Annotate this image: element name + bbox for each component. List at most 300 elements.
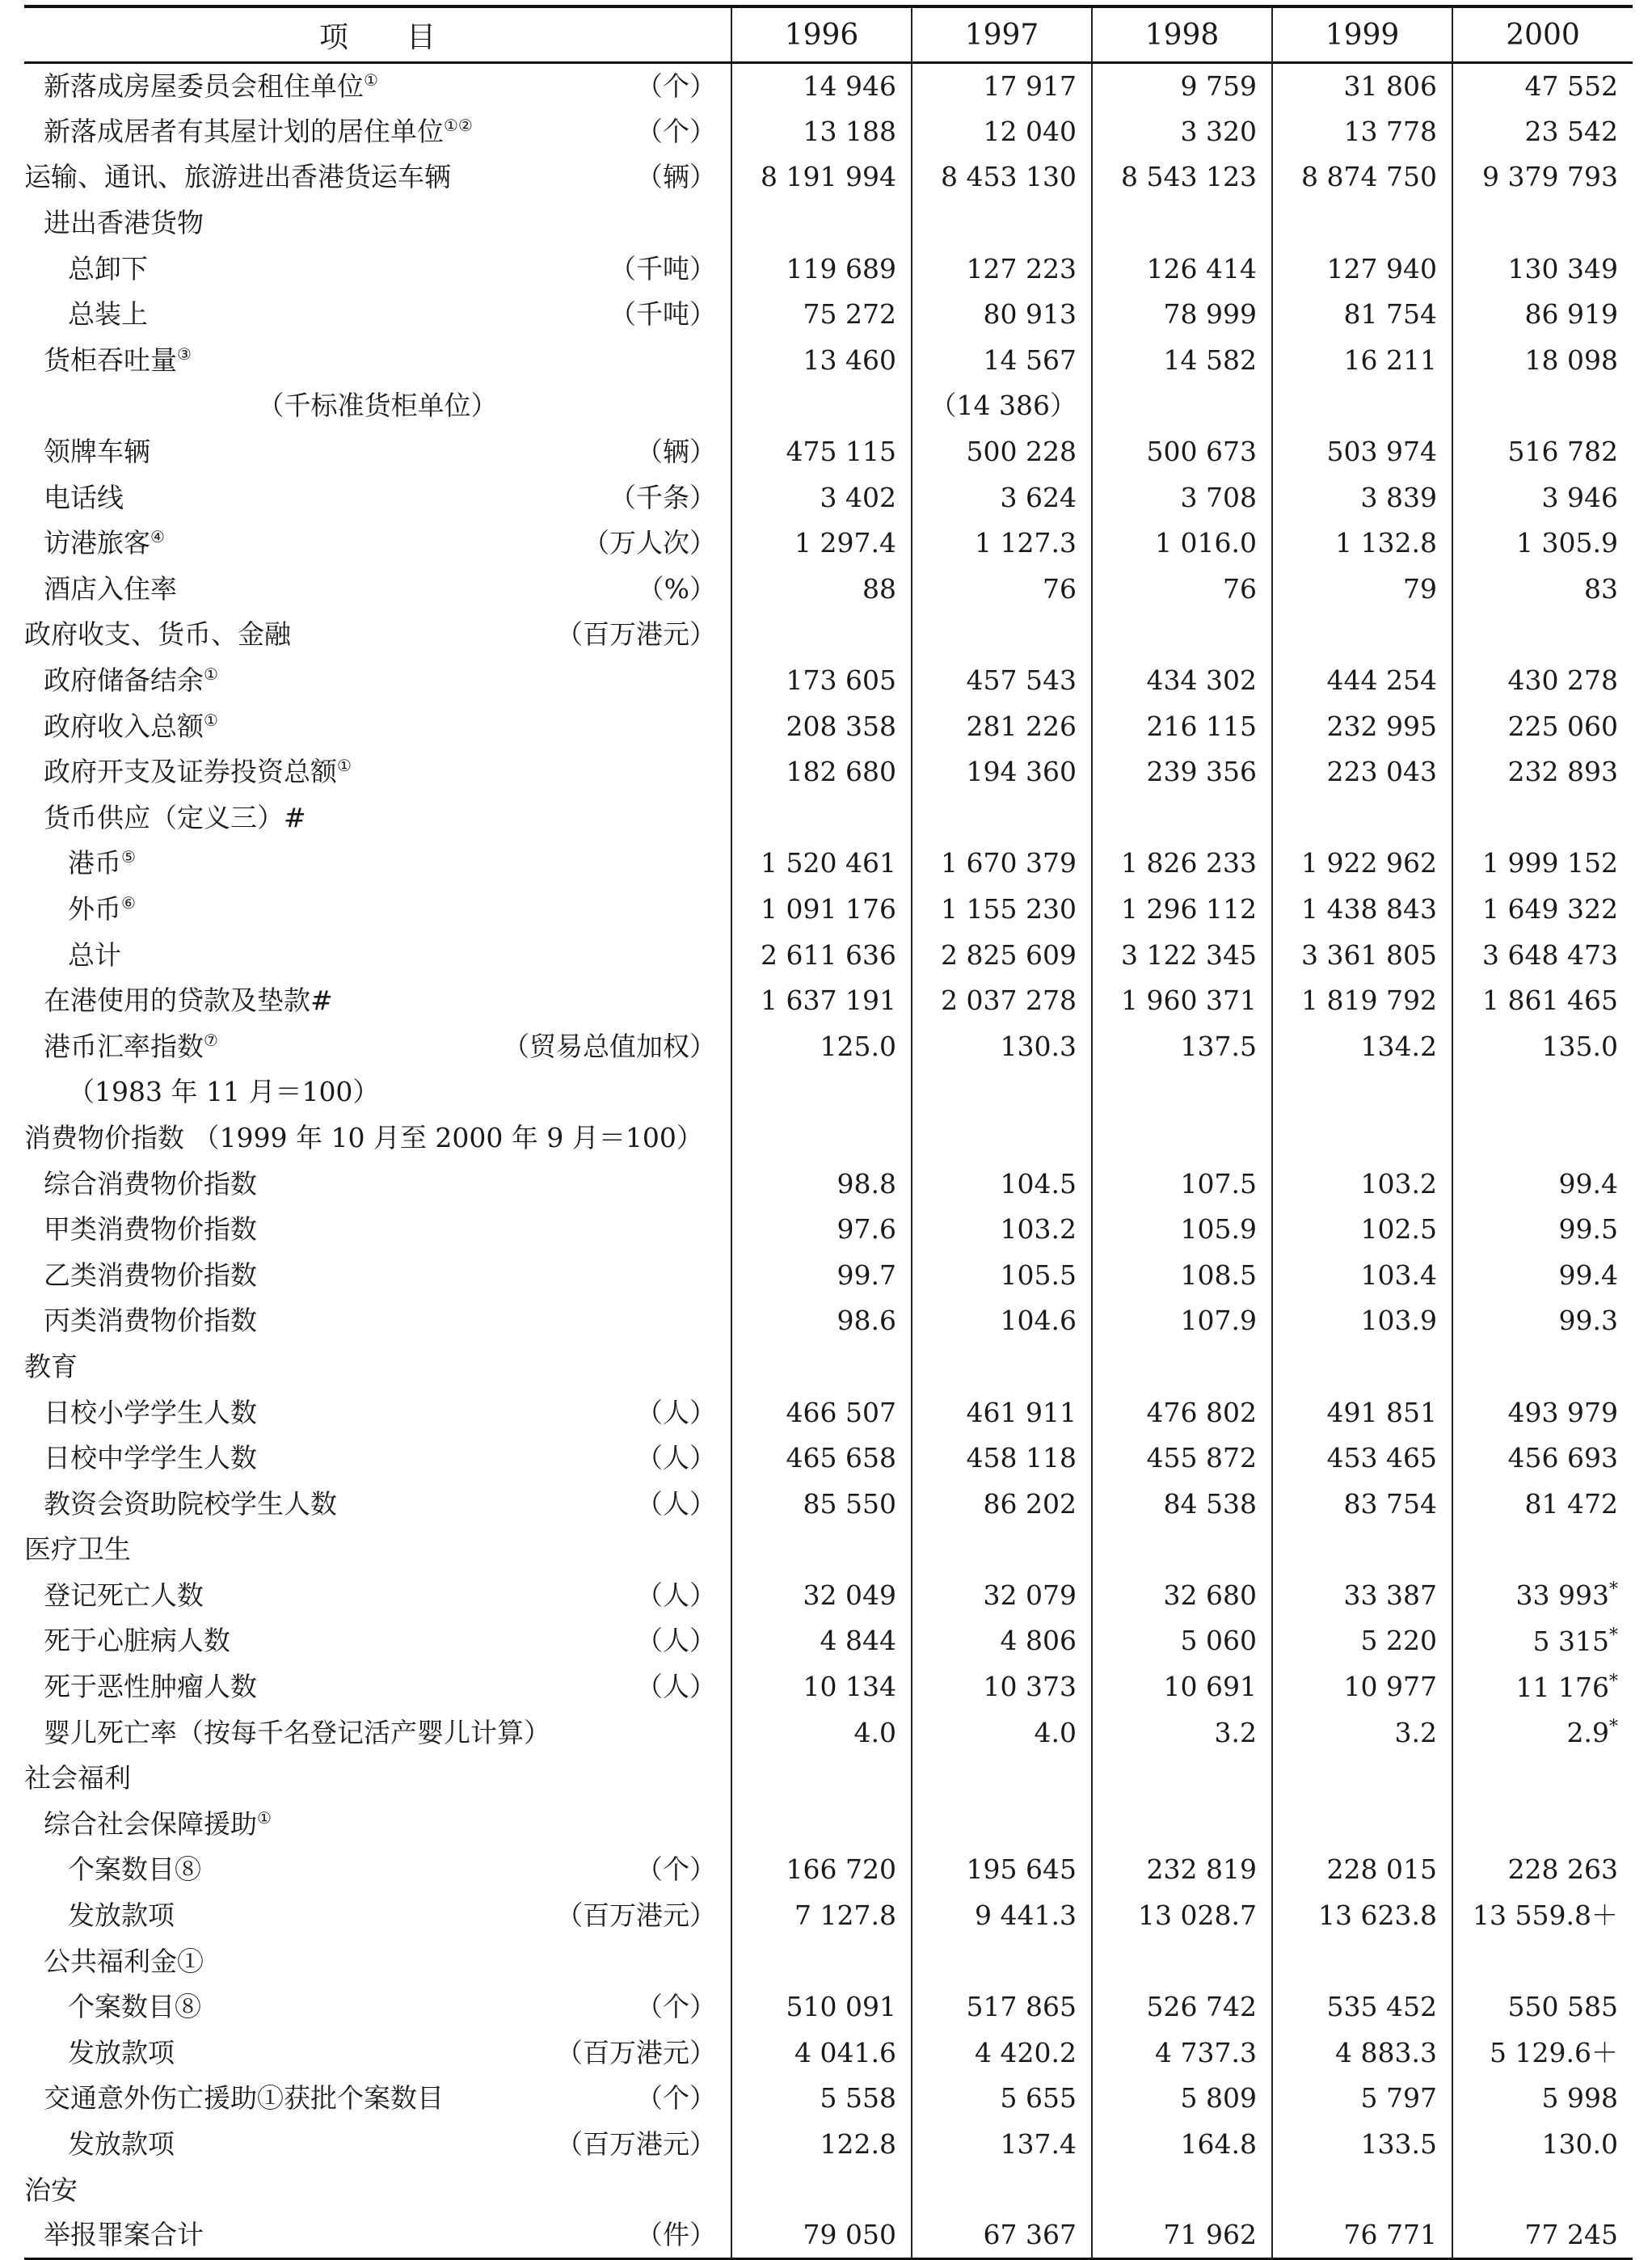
- value-text: 99.3: [1558, 1305, 1618, 1337]
- row-label: [24, 1121, 731, 1153]
- value-cell-1999: [1272, 63, 1452, 109]
- provisional-mark: *: [1609, 1579, 1618, 1600]
- row-label-cell: [24, 1938, 731, 1984]
- value-text: 99.5: [1558, 1213, 1618, 1246]
- row-label-text: [24, 1853, 201, 1886]
- value-cell-2000: [1452, 291, 1633, 337]
- value-text: 500 673: [1146, 436, 1257, 468]
- value-cell-1997: [912, 977, 1092, 1023]
- row-unit: （百万港元）: [556, 1899, 716, 1932]
- value-cell-1998: [1092, 1618, 1272, 1664]
- row-label-cell: [24, 1115, 731, 1161]
- value-cell-1997: [912, 337, 1092, 383]
- row-label-text: [24, 1350, 78, 1382]
- value-cell-1999: [1272, 2076, 1452, 2122]
- value-cell-1998: [1092, 1206, 1272, 1252]
- row-unit: （人）: [636, 1625, 716, 1657]
- value-cell-1997: [912, 795, 1092, 841]
- value-cell-1996: [731, 1206, 912, 1252]
- table-header: [24, 6, 1633, 63]
- value-cell-2000: [1452, 795, 1633, 841]
- row-label-cell: [24, 474, 731, 521]
- value-text: 104.6: [1000, 1305, 1077, 1337]
- row-unit: （辆）: [636, 436, 716, 468]
- value-text: 216 115: [1146, 710, 1257, 742]
- table-row: [24, 566, 1633, 612]
- value-text: 33 387: [1343, 1579, 1437, 1611]
- value-cell-1996: [731, 1298, 912, 1344]
- value-cell-1996: [731, 1755, 912, 1801]
- value-text: 127 940: [1326, 252, 1437, 285]
- value-cell-1997: [912, 1755, 1092, 1801]
- value-cell-1998: [1092, 1984, 1272, 2030]
- value-text: 1 922 962: [1301, 847, 1437, 879]
- value-cell-1997: [912, 1389, 1092, 1436]
- value-cell-1996: [731, 520, 912, 566]
- value-cell-1999: [1272, 1527, 1452, 1573]
- row-label-name: 个案数目⑧: [68, 1991, 201, 2023]
- row-unit: （千条）: [609, 481, 716, 513]
- value-text: 516 782: [1507, 436, 1618, 468]
- value-cell-1996: [731, 337, 912, 383]
- value-text: 75 272: [803, 298, 896, 331]
- header-year: 1999: [1272, 6, 1452, 63]
- value-cell-1999: [1272, 108, 1452, 154]
- value-text: 125.0: [820, 1030, 896, 1062]
- row-label-text: [24, 436, 150, 468]
- row-label-text: [24, 801, 306, 833]
- row-label: [24, 985, 731, 1017]
- table-row: [24, 748, 1633, 795]
- value-text: 10 134: [803, 1671, 896, 1703]
- value-text: 510 091: [786, 1991, 896, 2023]
- value-cell-1996: [731, 566, 912, 612]
- row-label: [24, 1671, 731, 1703]
- value-text: 4.0: [1034, 1716, 1077, 1748]
- row-label: [24, 618, 731, 651]
- row-label-cell: [24, 1389, 731, 1436]
- value-text: 135.0: [1541, 1030, 1618, 1062]
- value-cell-1999: [1272, 1847, 1452, 1893]
- row-label-name: 教育: [24, 1350, 78, 1382]
- value-text: 1 999 152: [1482, 847, 1618, 879]
- value-text: 8 453 130: [941, 161, 1077, 193]
- value-text: 5 558: [820, 2082, 896, 2115]
- value-text: 228 263: [1507, 1853, 1618, 1886]
- value-text: 444 254: [1326, 664, 1437, 697]
- row-label-name: 综合社会保障援助: [44, 1807, 257, 1840]
- table-row: [24, 1023, 1633, 1069]
- row-label-cell: [24, 337, 731, 383]
- value-cell-1998: [1092, 2212, 1272, 2258]
- value-text: 102.5: [1360, 1213, 1437, 1246]
- table-row: [24, 1115, 1633, 1161]
- value-cell-1999: [1272, 383, 1452, 429]
- value-text: 8 191 994: [761, 161, 896, 193]
- row-label-cell: [24, 1206, 731, 1252]
- value-text: 12 040: [983, 115, 1077, 147]
- value-cell-1998: [1092, 1481, 1272, 1527]
- value-text: 461 911: [966, 1396, 1077, 1428]
- value-cell-1997: [912, 1298, 1092, 1344]
- value-cell-2000: [1452, 1252, 1633, 1298]
- row-label-text: [24, 1991, 201, 2023]
- value-cell-2000: [1452, 1435, 1633, 1481]
- value-text: 1 155 230: [941, 892, 1077, 925]
- row-label-text: [24, 2174, 78, 2206]
- value-text: 137.4: [1000, 2128, 1077, 2161]
- value-cell-2000: [1452, 657, 1633, 703]
- value-cell-1996: [731, 108, 912, 154]
- value-text: 5 129.6＋: [1490, 2036, 1618, 2068]
- row-label-text: [24, 1533, 131, 1566]
- row-label: [24, 1625, 731, 1657]
- value-text: 3 122 345: [1121, 938, 1257, 971]
- row-label: [24, 801, 731, 833]
- row-label-name: 治安: [24, 2174, 78, 2206]
- value-text: 14 946: [803, 70, 896, 103]
- value-cell-1998: [1092, 1801, 1272, 1847]
- row-label-text: [24, 252, 148, 285]
- row-label-cell: [24, 1984, 731, 2030]
- footnote-marker: ①: [337, 756, 352, 776]
- value-text: 5 060: [1180, 1625, 1257, 1657]
- row-label-text: [24, 985, 333, 1017]
- row-label-name: 政府收入总额: [44, 710, 204, 742]
- row-label-cell: [24, 1801, 731, 1847]
- row-label-name: 港币汇率指数: [44, 1030, 204, 1062]
- row-label-cell: [24, 841, 731, 887]
- value-text: 13 623.8: [1318, 1899, 1437, 1932]
- value-text: 465 658: [786, 1442, 896, 1474]
- row-label-cell: [24, 657, 731, 703]
- value-text: 83: [1584, 572, 1618, 605]
- value-text: 10 373: [983, 1671, 1077, 1703]
- value-text: 79 050: [803, 2219, 896, 2251]
- value-text: 1 132.8: [1335, 527, 1437, 559]
- row-label-name: 总卸下: [68, 252, 148, 285]
- value-cell-1998: [1092, 2030, 1272, 2076]
- value-text: 3.2: [1214, 1716, 1257, 1748]
- value-cell-1996: [731, 1069, 912, 1115]
- value-cell-1996: [731, 246, 912, 292]
- row-unit: （%）: [637, 572, 716, 605]
- value-text: 491 851: [1326, 1396, 1437, 1428]
- value-cell-1996: [731, 841, 912, 887]
- header-year: 1998: [1092, 6, 1272, 63]
- row-label-name: 甲类消费物价指数: [44, 1213, 257, 1246]
- table-row: [24, 932, 1633, 978]
- row-label-text: [24, 527, 165, 559]
- value-text: 14 567: [983, 344, 1077, 376]
- value-cell-1998: [1092, 1710, 1272, 1756]
- value-cell-2000: [1452, 383, 1633, 429]
- value-cell-1998: [1092, 291, 1272, 337]
- value-cell-1997: [912, 474, 1092, 521]
- row-label-text: [24, 115, 473, 147]
- footnote-marker: ①②: [444, 115, 473, 135]
- value-cell-1998: [1092, 1069, 1272, 1115]
- value-text: 3 839: [1360, 481, 1437, 513]
- table-row: [24, 2121, 1633, 2167]
- value-cell-1999: [1272, 1801, 1452, 1847]
- value-text: 1 520 461: [761, 847, 896, 879]
- value-cell-1996: [731, 1343, 912, 1389]
- value-cell-1997: [912, 748, 1092, 795]
- value-cell-1997: [912, 520, 1092, 566]
- row-label-cell: [24, 1755, 731, 1801]
- value-text: 9 441.3: [975, 1899, 1077, 1932]
- value-text: 81 754: [1343, 298, 1437, 331]
- statistics-table: [24, 5, 1633, 2260]
- table-row: [24, 2212, 1633, 2258]
- row-unit: （人）: [636, 1487, 716, 1520]
- value-cell-2000: [1452, 1938, 1633, 1984]
- row-label-cell: [24, 291, 731, 337]
- row-label-text: [24, 892, 136, 925]
- value-text: 10 691: [1163, 1671, 1257, 1703]
- value-text: 31 806: [1343, 70, 1437, 103]
- row-label-cell: [24, 383, 731, 429]
- footnote-marker: ⑥: [121, 892, 136, 913]
- value-cell-1996: [731, 428, 912, 474]
- row-label-text: [24, 1396, 257, 1428]
- row-label-text: [24, 161, 451, 193]
- row-label-cell: [24, 108, 731, 154]
- row-label-text: [24, 2219, 204, 2251]
- row-label-cell: [24, 246, 731, 292]
- value-text: 79: [1403, 572, 1437, 605]
- value-text: 83 754: [1343, 1487, 1437, 1520]
- value-text: 76: [1043, 572, 1077, 605]
- value-text: 535 452: [1326, 1991, 1437, 2023]
- value-text: 476 802: [1146, 1396, 1257, 1428]
- value-cell-2000: [1452, 1847, 1633, 1893]
- value-cell-2000: [1452, 1069, 1633, 1115]
- value-text: 86 202: [983, 1487, 1077, 1520]
- value-text: 8 874 750: [1301, 161, 1437, 193]
- value-cell-2000: [1452, 1481, 1633, 1527]
- row-label-text: [24, 1716, 550, 1748]
- table-row: [24, 474, 1633, 521]
- value-text: 3 402: [820, 481, 896, 513]
- value-cell-1996: [731, 886, 912, 932]
- value-text: 500 228: [966, 436, 1077, 468]
- value-cell-1997: [912, 428, 1092, 474]
- value-cell-2000: [1452, 1663, 1633, 1710]
- value-cell-2000: [1452, 612, 1633, 658]
- row-label-name: 死于恶性肿瘤人数: [44, 1671, 257, 1703]
- value-cell-1999: [1272, 1755, 1452, 1801]
- value-cell-1997: [912, 1710, 1092, 1756]
- value-text: （14 386）: [929, 390, 1077, 422]
- value-cell-1997: [912, 1206, 1092, 1252]
- value-text: 2.9: [1566, 1717, 1609, 1749]
- value-cell-2000: [1452, 703, 1633, 749]
- value-text: 1 819 792: [1301, 985, 1437, 1017]
- table-row: [24, 1938, 1633, 1984]
- value-text: 119 689: [786, 252, 896, 285]
- row-label-name: 领牌车辆: [44, 436, 150, 468]
- value-cell-1996: [731, 1252, 912, 1298]
- row-label-text: [24, 847, 136, 879]
- row-label-text: [24, 2128, 175, 2161]
- value-cell-1998: [1092, 383, 1272, 429]
- value-cell-1998: [1092, 2076, 1272, 2122]
- value-cell-2000: [1452, 1389, 1633, 1436]
- row-label-text: [24, 1076, 380, 1108]
- row-label: [24, 1213, 731, 1246]
- value-text: 47 552: [1524, 70, 1618, 103]
- value-text: 4 737.3: [1155, 2036, 1257, 2068]
- value-text: 107.5: [1180, 1167, 1257, 1200]
- row-label-text: [24, 1807, 272, 1840]
- row-label-name: 总装上: [68, 298, 148, 331]
- value-text: 32 680: [1163, 1579, 1257, 1611]
- value-cell-1997: [912, 1161, 1092, 1207]
- value-cell-1998: [1092, 1023, 1272, 1069]
- value-text: 1 016.0: [1155, 527, 1257, 559]
- row-unit: （个）: [636, 115, 716, 147]
- header-year: 2000: [1452, 6, 1633, 63]
- table-row: [24, 703, 1633, 749]
- value-cell-1999: [1272, 1435, 1452, 1481]
- value-cell-1997: [912, 1938, 1092, 1984]
- row-label-text: [24, 1899, 175, 1932]
- value-cell-2000: [1452, 1023, 1633, 1069]
- value-cell-1999: [1272, 1572, 1452, 1618]
- value-cell-2000: [1452, 886, 1633, 932]
- value-cell-1997: [912, 1023, 1092, 1069]
- row-label-name: 运输、通讯、旅游进出香港货运车辆: [24, 161, 451, 193]
- value-cell-1999: [1272, 1023, 1452, 1069]
- value-cell-1997: [912, 886, 1092, 932]
- value-cell-1998: [1092, 1343, 1272, 1389]
- row-label: [24, 756, 731, 788]
- row-label-cell: [24, 1069, 731, 1115]
- value-cell-1996: [731, 1710, 912, 1756]
- row-label-text: [24, 756, 352, 788]
- value-text: 1 861 465: [1482, 985, 1618, 1017]
- value-text: 526 742: [1146, 1991, 1257, 2023]
- value-cell-2000: [1452, 1161, 1633, 1207]
- value-cell-2000: [1452, 1206, 1633, 1252]
- value-cell-2000: [1452, 841, 1633, 887]
- value-cell-2000: [1452, 977, 1633, 1023]
- value-cell-1997: [912, 1892, 1092, 1938]
- value-cell-1998: [1092, 1298, 1272, 1344]
- row-label-name: 医疗卫生: [24, 1533, 131, 1566]
- table-row: [24, 841, 1633, 887]
- row-label: [24, 1853, 731, 1886]
- row-label: [24, 710, 731, 742]
- value-cell-1998: [1092, 703, 1272, 749]
- value-cell-1996: [731, 1481, 912, 1527]
- row-label-text: [24, 1487, 337, 1520]
- value-text: 98.8: [837, 1167, 896, 1200]
- value-cell-1998: [1092, 520, 1272, 566]
- value-text: 8 543 123: [1121, 161, 1257, 193]
- row-label: [24, 1350, 731, 1382]
- row-label-cell: [24, 1252, 731, 1298]
- footnote-marker: ①: [257, 1807, 272, 1828]
- value-cell-1997: [912, 291, 1092, 337]
- row-label-text: [24, 1671, 257, 1703]
- row-label-name: 交通意外伤亡援助①获批个案数目: [44, 2082, 444, 2115]
- row-label: [24, 1305, 731, 1337]
- row-label-cell: [24, 1161, 731, 1207]
- value-cell-1999: [1272, 1389, 1452, 1436]
- row-label-name: 乙类消费物价指数: [44, 1259, 257, 1291]
- table-row: [24, 2030, 1633, 2076]
- table-row: [24, 1481, 1633, 1527]
- value-cell-1997: [912, 1252, 1092, 1298]
- value-cell-1996: [731, 1892, 912, 1938]
- value-cell-1996: [731, 291, 912, 337]
- value-cell-1998: [1092, 1938, 1272, 1984]
- value-cell-1999: [1272, 1069, 1452, 1115]
- table-row: [24, 612, 1633, 658]
- row-unit: （百万港元）: [556, 2128, 716, 2161]
- value-text: 1 305.9: [1516, 527, 1618, 559]
- value-text: 1 297.4: [794, 527, 896, 559]
- row-label: [24, 572, 731, 605]
- value-cell-1997: [912, 1481, 1092, 1527]
- row-label-text: [24, 572, 177, 605]
- row-label-cell: [24, 1572, 731, 1618]
- value-text: 9 759: [1180, 70, 1257, 103]
- value-cell-2000: [1452, 1984, 1633, 2030]
- value-text: 232 893: [1507, 756, 1618, 788]
- row-label-cell: [24, 1298, 731, 1344]
- value-cell-1998: [1092, 474, 1272, 521]
- value-cell-1998: [1092, 1252, 1272, 1298]
- row-label-cell: [24, 1663, 731, 1710]
- value-cell-1996: [731, 1572, 912, 1618]
- value-cell-2000: [1452, 2076, 1633, 2122]
- row-label-cell: [24, 612, 731, 658]
- value-cell-1999: [1272, 337, 1452, 383]
- table-row: [24, 1847, 1633, 1893]
- row-label: [24, 115, 731, 147]
- value-text: 13 778: [1343, 115, 1437, 147]
- table-row: [24, 1161, 1633, 1207]
- table-row: [24, 63, 1633, 109]
- row-label-cell: [24, 520, 731, 566]
- value-text: 81 472: [1524, 1487, 1618, 1520]
- value-text: 182 680: [786, 756, 896, 788]
- row-label: [24, 70, 731, 103]
- value-text: 4 883.3: [1335, 2036, 1437, 2068]
- table-row: [24, 1069, 1633, 1115]
- row-label-cell: [24, 2167, 731, 2213]
- value-text: 4.0: [853, 1716, 896, 1748]
- header-year: 1997: [912, 6, 1092, 63]
- value-text: 5 998: [1541, 2082, 1618, 2115]
- row-label: [24, 2174, 731, 2206]
- value-text: 103.4: [1360, 1259, 1437, 1291]
- value-text: 108.5: [1180, 1259, 1257, 1291]
- row-label: [24, 390, 731, 422]
- row-label-cell: [24, 200, 731, 246]
- value-cell-1998: [1092, 612, 1272, 658]
- table-row: [24, 200, 1633, 246]
- value-cell-1999: [1272, 520, 1452, 566]
- provisional-mark: *: [1609, 1671, 1618, 1692]
- value-cell-1996: [731, 1161, 912, 1207]
- row-label: [24, 1167, 731, 1200]
- value-text: 223 043: [1326, 756, 1437, 788]
